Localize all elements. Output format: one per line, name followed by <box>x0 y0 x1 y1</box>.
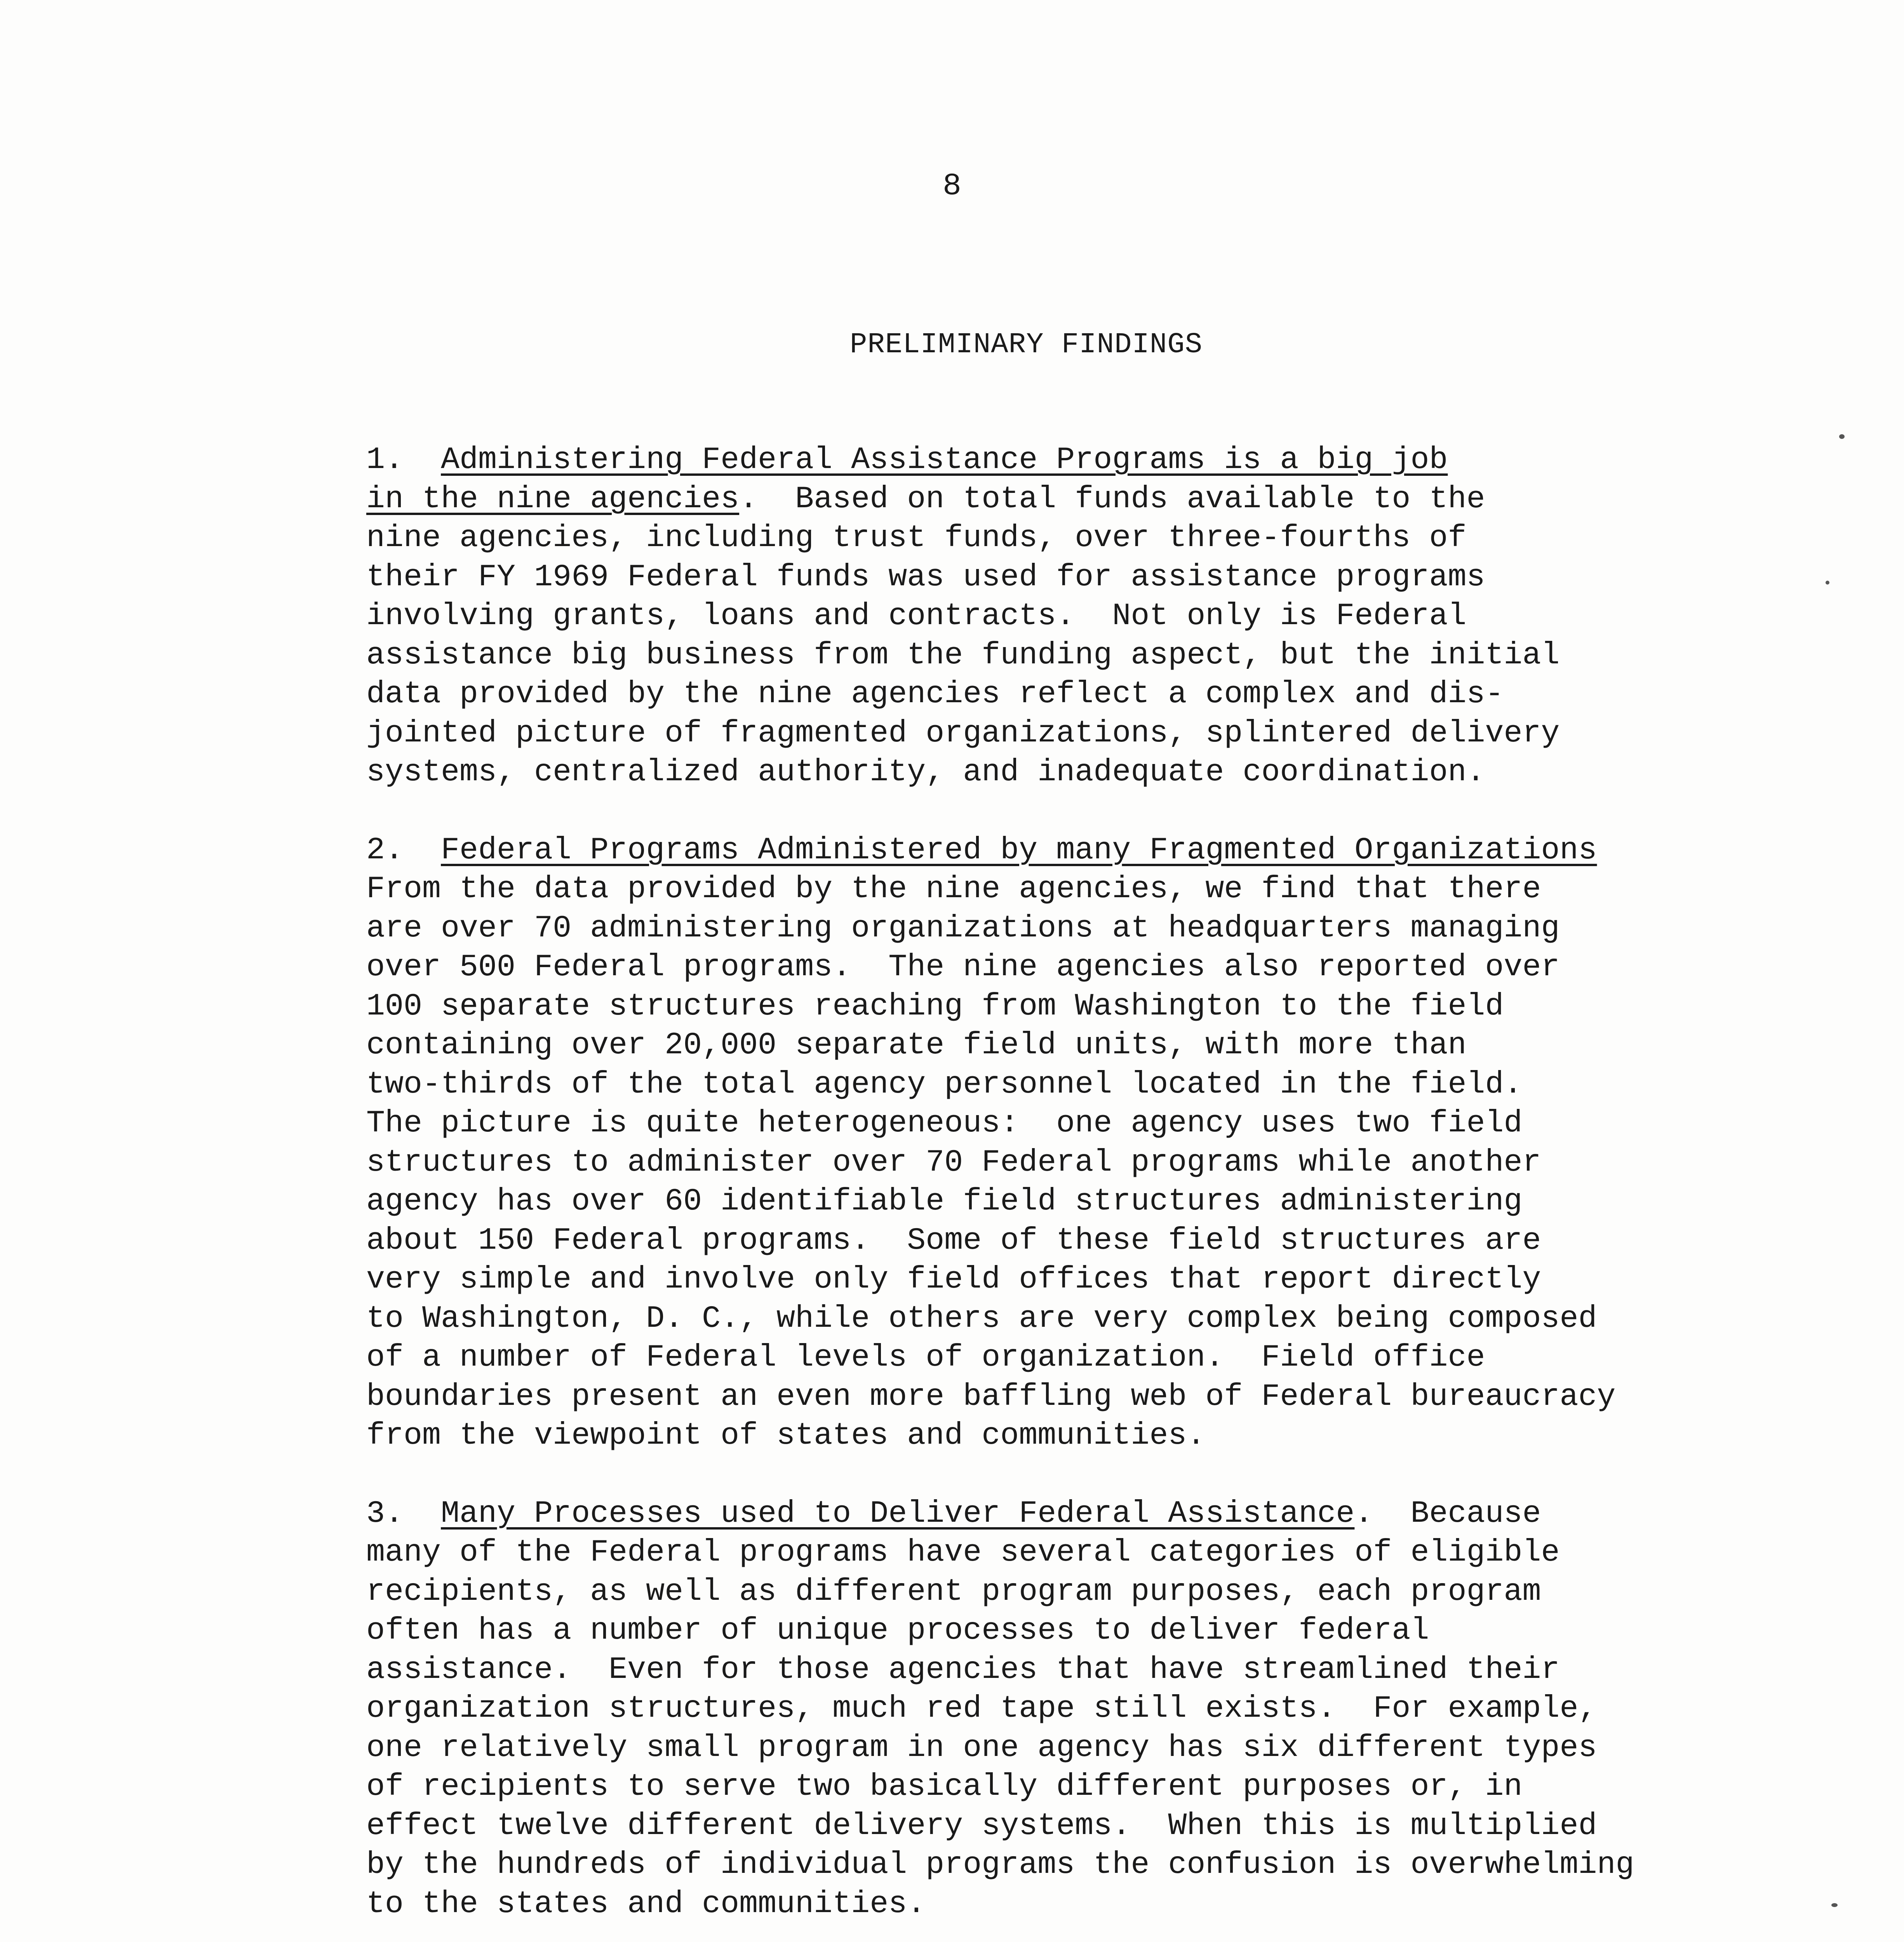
page-heading: PRELIMINARY FINDINGS <box>850 329 1203 361</box>
text-line <box>366 1260 1695 1300</box>
finding-number: 1. <box>366 442 404 478</box>
line-text: nine agencies, including trust funds, over three-fourths of <box>366 520 1467 556</box>
line-text: very simple and involve only field offices that report directly <box>366 1262 1541 1297</box>
line-text: jointed picture of fragmented organizations, splintered delivery <box>366 715 1560 751</box>
line-text: . Because <box>1354 1496 1541 1531</box>
text-line <box>366 597 1695 636</box>
text-line <box>366 1885 1695 1924</box>
text-line <box>366 1807 1695 1846</box>
text-line <box>366 1182 1695 1222</box>
line-text: two-thirds of the total agency personnel located in the field. <box>366 1067 1523 1102</box>
scan-speck <box>1826 581 1829 585</box>
finding-paragraph-2 <box>366 831 1695 1456</box>
page-number: 8 <box>942 169 961 204</box>
text-line <box>366 1300 1695 1339</box>
text-line <box>366 1611 1695 1651</box>
finding-paragraph-3 <box>366 1495 1695 1924</box>
text-line <box>366 675 1695 714</box>
line-text: over 500 Federal programs. The nine agencies also reported over <box>366 950 1560 985</box>
finding-title: Administering Federal Assistance Programs is a big job <box>441 442 1448 478</box>
text-line <box>366 870 1695 909</box>
finding-title: Federal Programs Administered by many Fragmented Organizations <box>441 832 1597 868</box>
line-text: to the states and communities. <box>366 1886 926 1922</box>
text-line <box>366 1338 1695 1378</box>
line-text: often has a number of unique processes to deliver federal <box>366 1613 1429 1648</box>
text-line <box>366 1768 1695 1807</box>
line-text: structures to administer over 70 Federal programs while another <box>366 1145 1541 1180</box>
line-text: of a number of Federal levels of organization. Field office <box>366 1340 1485 1375</box>
line-text: systems, centralized authority, and inadequate coordination. <box>366 755 1485 790</box>
text-line <box>366 909 1695 948</box>
finding-number: 2. <box>366 832 404 868</box>
text-line <box>366 1222 1695 1261</box>
line-text: assistance. Even for those agencies that have streamlined their <box>366 1652 1560 1688</box>
line-text: are over 70 administering organizations at headquarters managing <box>366 910 1560 946</box>
text-line <box>366 1026 1695 1065</box>
text-line <box>366 1846 1695 1885</box>
text-line <box>366 1690 1695 1729</box>
scan-speck <box>1839 434 1845 439</box>
line-text: assistance big business from the funding aspect, but the initial <box>366 637 1560 673</box>
line-text: about 150 Federal programs. Some of these field structures are <box>366 1223 1541 1258</box>
line-text: organization structures, much red tape still exists. For example, <box>366 1691 1597 1726</box>
scan-speck <box>1831 1903 1838 1907</box>
text-line <box>366 1065 1695 1105</box>
text-line <box>366 519 1695 558</box>
line-text: one relatively small program in one agency has six different types <box>366 1730 1597 1766</box>
text-line <box>366 753 1695 792</box>
line-text: to Washington, D. C., while others are very complex being composed <box>366 1301 1597 1336</box>
line-text: their FY 1969 Federal funds was used for assistance programs <box>366 559 1485 595</box>
line-text: . Based on total funds available to the <box>739 481 1485 517</box>
text-line <box>366 1104 1695 1143</box>
text-line <box>366 1416 1695 1456</box>
line-text: from the viewpoint of states and communities. <box>366 1418 1206 1453</box>
text-line <box>366 831 1695 870</box>
line-text: by the hundreds of individual programs the confusion is overwhelming <box>366 1847 1634 1883</box>
finding-paragraph-1 <box>366 441 1695 792</box>
text-line <box>366 714 1695 753</box>
text-line <box>366 948 1695 987</box>
line-text: of recipients to serve two basically different purposes or, in <box>366 1769 1523 1805</box>
line-text: involving grants, loans and contracts. Not only is Federal <box>366 599 1467 634</box>
text-line <box>366 1143 1695 1183</box>
line-text: agency has over 60 identifiable field structures administering <box>366 1184 1523 1219</box>
text-line <box>366 1533 1695 1573</box>
line-text: boundaries present an even more baffling web of Federal bureaucracy <box>366 1379 1616 1415</box>
text-line <box>366 1573 1695 1612</box>
line-text: many of the Federal programs have several categories of eligible <box>366 1535 1560 1570</box>
text-line <box>366 1729 1695 1768</box>
finding-title: Many Processes used to Deliver Federal Assistance <box>441 1496 1355 1531</box>
line-text: 100 separate structures reaching from Washington to the field <box>366 988 1504 1024</box>
text-line <box>366 987 1695 1027</box>
text-line <box>366 558 1695 597</box>
line-text: recipients, as well as different program purposes, each program <box>366 1574 1541 1610</box>
line-text: From the data provided by the nine agencies, we find that there <box>366 872 1541 907</box>
line-text: data provided by the nine agencies reflect a complex and dis- <box>366 677 1504 712</box>
line-text: The picture is quite heterogeneous: one agency uses two field <box>366 1106 1523 1141</box>
finding-number: 3. <box>366 1496 404 1531</box>
findings-body <box>366 441 1695 1942</box>
text-line <box>366 441 1695 480</box>
line-text: containing over 20,000 separate field units, with more than <box>366 1028 1467 1063</box>
text-line <box>366 1651 1695 1690</box>
text-line <box>366 480 1695 519</box>
text-line <box>366 1378 1695 1417</box>
line-text: effect twelve different delivery systems. When this is multiplied <box>366 1808 1597 1844</box>
text-line <box>366 1495 1695 1534</box>
finding-title: in the nine agencies <box>366 481 740 517</box>
text-line <box>366 636 1695 675</box>
